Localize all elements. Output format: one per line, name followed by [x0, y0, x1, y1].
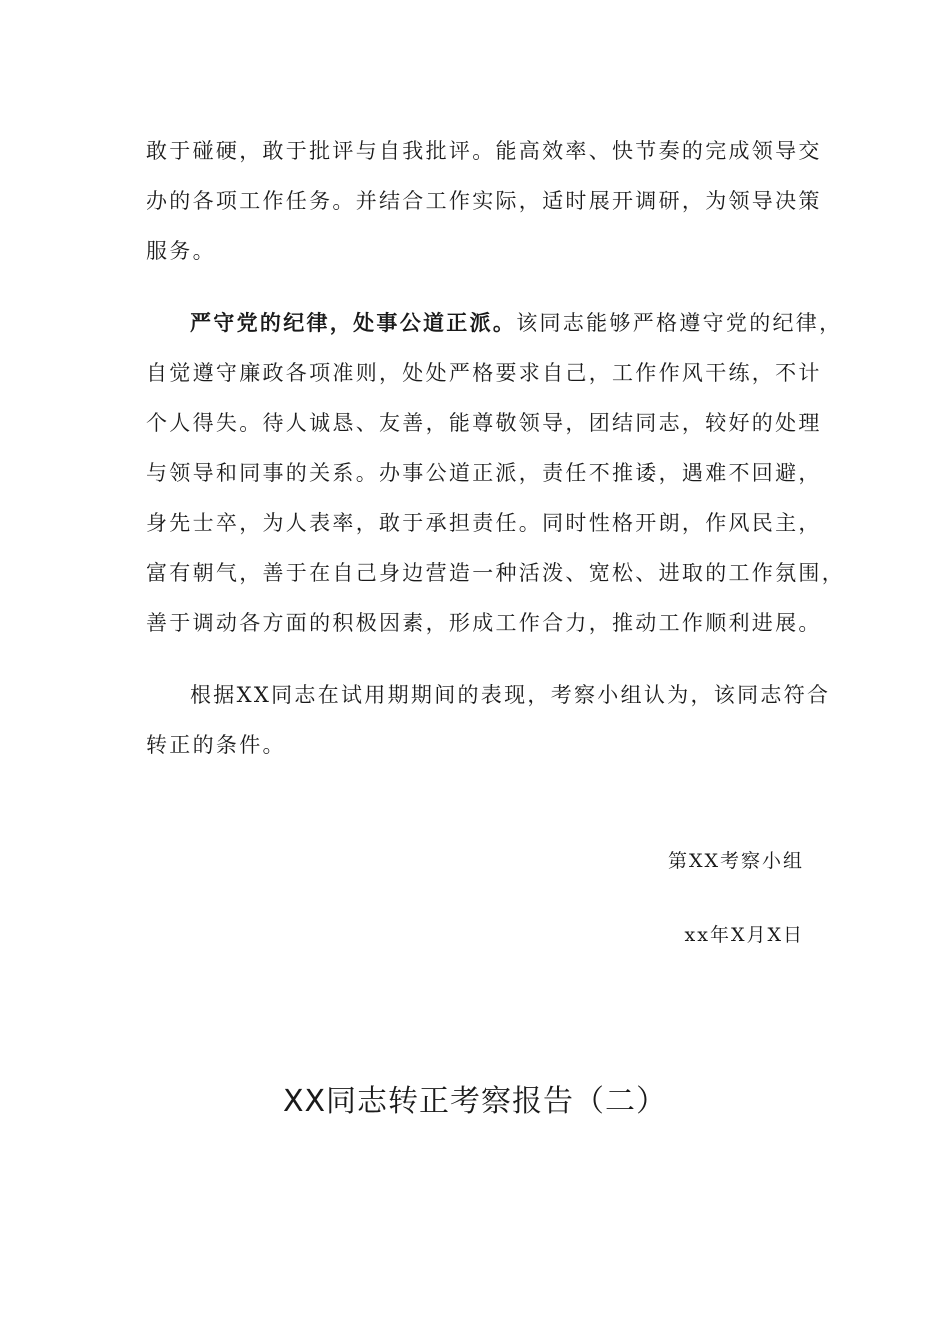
body-text-line: 善于调动各方面的积极因素，形成工作合力，推动工作顺利进展。 [146, 611, 822, 635]
body-text-line: 办的各项工作任务。并结合工作实际，适时展开调研，为领导决策 [146, 189, 822, 213]
body-text-line: 富有朝气，善于在自己身边营造一种活泼、宽松、进取的工作氛围， [146, 561, 845, 585]
body-text-line: 根据XX同志在试用期期间的表现，考察小组认为，该同志符合 [190, 683, 831, 707]
signature-date: xx年X月X日 [684, 924, 804, 946]
body-text-line: 转正的条件。 [146, 733, 286, 757]
body-text-line: 敢于碰硬，敢于批评与自我批评。能高效率、快节奏的完成领导交 [146, 139, 822, 163]
body-text-line: 身先士卒，为人表率，敢于承担责任。同时性格开朗，作风民主， [146, 511, 822, 535]
body-text-line: 个人得失。待人诚恳、友善，能尊敬领导，团结同志，较好的处理 [146, 411, 822, 435]
body-text-line: 服务。 [146, 239, 216, 263]
paragraph-first-line [190, 309, 842, 337]
paragraph-heading: 严守党的纪律，处事公道正派。 [190, 310, 517, 335]
body-text-line: 与领导和同事的关系。办事公道正派，责任不推诿，遇难不回避， [146, 461, 822, 485]
signature-group: 第XX考察小组 [667, 850, 804, 872]
body-text-line: 自觉遵守廉政各项准则，处处严格要求自己，工作作风干练，不计 [146, 361, 822, 385]
report-title: XX同志转正考察报告（二） [282, 1084, 668, 1119]
body-text: 该同志能够严格遵守党的纪律， [516, 311, 843, 335]
